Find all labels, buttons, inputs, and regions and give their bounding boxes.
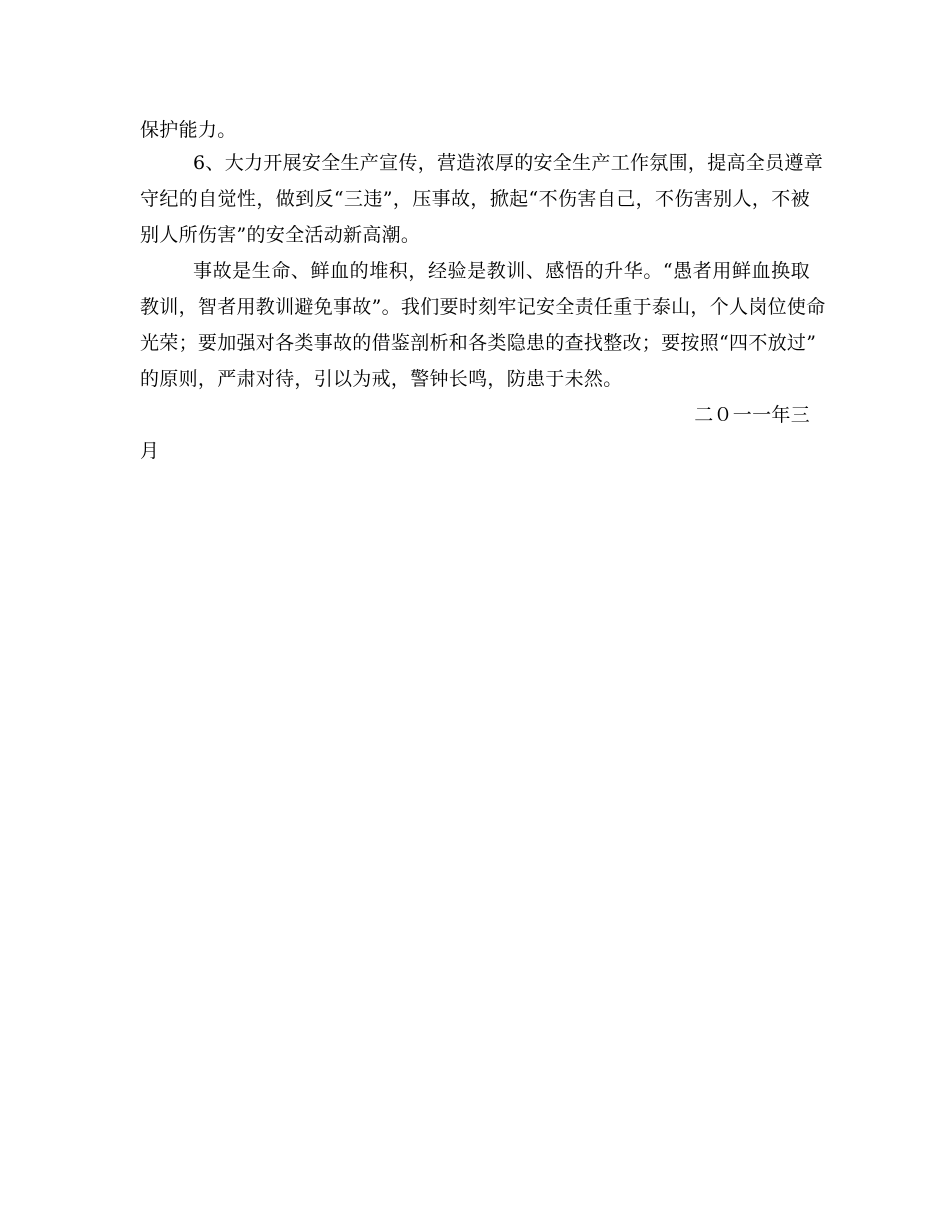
text-line: 光荣；要加强对各类事故的借鉴剖析和各类隐患的查找整改；要按照“四不放过” [140, 332, 817, 354]
text-line: 守纪的自觉性，做到反“三违”，压事故，掀起“不伤害自己，不伤害别人，不被 [140, 188, 810, 210]
text-line: 事故是生命、鲜血的堆积，经验是教训、感悟的升华。“愚者用鲜血换取 [193, 260, 810, 282]
text-line: 6、大力开展安全生产宣传，营造浓厚的安全生产工作氛围，提高全员遵章 [193, 152, 823, 174]
text-line: 的原则，严肃对待，引以为戒，警钟长鸣，防患于未然。 [140, 368, 623, 390]
date-line: 月 [140, 440, 160, 462]
text-line: 别人所伤害”的安全活动新高潮。 [140, 224, 421, 246]
text-line: 教训，智者用教训避免事故”。我们要时刻牢记安全责任重于泰山，个人岗位使命 [140, 296, 826, 318]
date-line: 二０一一年三 [694, 404, 810, 426]
text-line: 保护能力。 [140, 119, 237, 141]
